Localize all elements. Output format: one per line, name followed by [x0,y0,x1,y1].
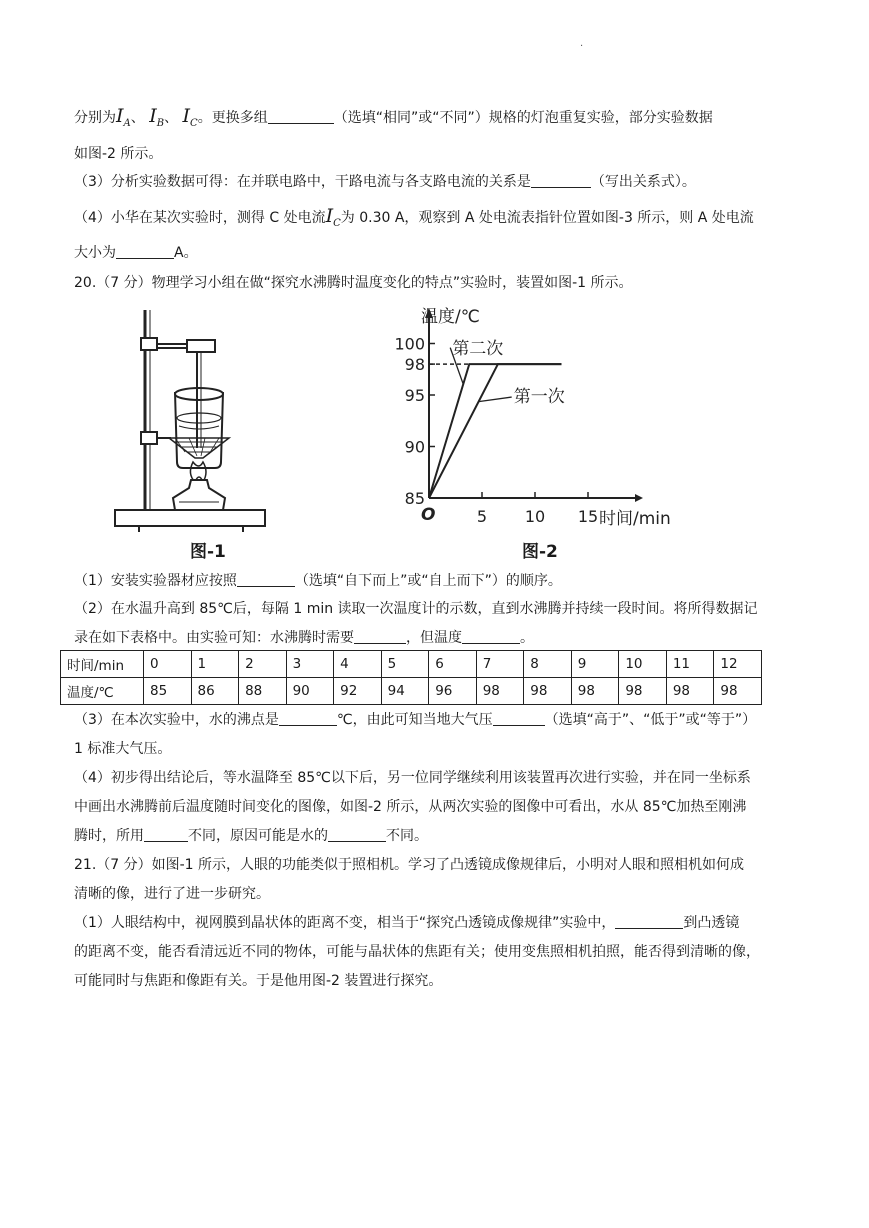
answer-blank[interactable] [354,629,406,644]
q20-item3-line2: 1 标准大气压。 [74,741,172,757]
q20-item4-line3: 腾时，所用 不同，原因可能是水的 不同。 [74,828,428,844]
q20-item4-line1: （4）初步得出结论后，等水温降至 85℃以下后，另一位同学继续利用该装置再次进行实验，并在同一坐标系 [74,770,751,786]
q19-item3: （3）分析实验数据可得：在并联电路中，干路电流与各支路电流的关系是 （写出关系式）。 [74,174,696,190]
current-ic: $I_C$ [325,205,341,229]
y-tick-label: 85 [404,489,425,508]
y-axis-label: 温度/℃ [421,307,480,327]
answer-blank[interactable] [268,109,334,124]
y-tick-label: 90 [404,437,425,457]
q21-item1-line1: （1）人眼结构中，视网膜到晶状体的距离不变，相当于“探究凸透镜成像规律”实验中， 到凸透镜 [74,915,740,931]
q20-item4-line2: 中画出水沸腾前后温度随时间变化的图像，如图-2 所示，从两次实验的图像中可看出，水从 85℃加热至刚沸 [74,799,747,815]
temperature-cell: 98 [476,678,524,705]
y-tick-label: 95 [404,386,425,405]
time-cell: 12 [714,651,762,678]
q20-item3: （3）在本次实验中，水的沸点是 ℃，由此可知当地大气压 （选填“高于”、“低于”或“等于”） [74,712,757,728]
x-axis-label: 时间/min [599,509,671,529]
time-cell: 1 [191,651,239,678]
temperature-cell: 90 [286,678,334,705]
q20-item2-line2: 录在如下表格中。由实验可知：水沸腾时需要 ，但温度 。 [74,630,534,646]
temperature-cell: 96 [429,678,477,705]
table-row [61,651,762,678]
data-table [60,650,762,705]
current-ia: $I_A$ [116,105,131,129]
q21-item1-line2: 的距离不变，能否看清远近不同的物体，可能与晶状体的焦距有关；使用变焦照相机拍照，能否得到清晰的像， [74,944,760,960]
q20-title: 20.（7 分）物理学习小组在做“探究水沸腾时温度变化的特点”实验时，装置如图-1 所示。 [74,275,633,291]
q19-line2: 如图-2 所示。 [74,146,163,162]
temperature-time-chart [385,302,705,534]
stand-base [115,510,265,526]
page-mark: . [580,38,584,49]
answer-blank[interactable] [328,827,386,842]
time-cell: 8 [524,651,572,678]
answer-blank[interactable] [531,173,591,188]
apparatus-figure [105,302,275,534]
origin-label: O [421,505,436,525]
answer-blank[interactable] [116,244,174,259]
time-cell: 5 [381,651,429,678]
time-cell: 10 [619,651,667,678]
temperature-cell: 85 [144,678,192,705]
q19-item4-line2: 大小为 A。 [74,245,198,261]
series-label: 第二次 [452,338,504,359]
figure2-label: 图-2 [522,542,558,562]
q21-title-line2: 清晰的像，进行了进一步研究。 [74,886,270,902]
x-tick-label: 5 [476,507,488,526]
time-cell: 0 [144,651,192,678]
q19-line1: 分别为$I_A$、 $I_B$、 $I_C$。更换多组 （选填“相同”或“不同”）规格的灯泡重复实验，部分实验数据 [74,105,713,129]
temperature-cell: 86 [191,678,239,705]
q20-item1: （1）安装实验器材应按照 （选填“自下而上”或“自上而下”）的顺序。 [74,573,562,589]
q21-title-line1: 21.（7 分）如图-1 所示，人眼的功能类似于照相机。学习了凸透镜成像规律后，小明对人眼和照相机如何成 [74,857,745,873]
figure1-label: 图-1 [190,542,226,562]
table-row [61,678,762,705]
series-label: 第一次 [513,387,565,408]
temperature-cell: 88 [239,678,287,705]
series-line-1 [429,364,562,498]
temperature-cell: 98 [524,678,572,705]
time-cell: 6 [429,651,477,678]
wire-gauze [169,438,229,458]
time-cell: 7 [476,651,524,678]
q19-item4: （4）小华在某次实验时，测得 C 处电流$I_C$为 0.30 A，观察到 A 处电流表指针位置如图-3 所示，则 A 处电流 [74,205,754,229]
x-axis-arrow [635,494,643,502]
y-tick-label: 100 [394,334,425,354]
table-header-cell: 温度/℃ [61,678,144,705]
current-ib: $I_B$ [149,105,165,129]
beaker [175,392,223,468]
series-label-leader [479,397,512,402]
temperature-cell: 92 [334,678,382,705]
q20-item2-line1: （2）在水温升高到 85℃后，每隔 1 min 读取一次温度计的示数，直到水沸腾并持续一段时间。将所得数据记 [74,601,758,617]
temperature-cell: 98 [714,678,762,705]
current-ic: $I_C$ [182,105,198,129]
alcohol-lamp [173,480,225,510]
q21-item1-line3: 可能同时与焦距和像距有关。于是他用图-2 装置进行探究。 [74,973,443,989]
answer-blank[interactable] [279,711,337,726]
answer-blank[interactable] [237,572,295,587]
answer-blank[interactable] [144,827,188,842]
table-header-cell: 时间/min [61,651,144,678]
x-tick-label: 15 [577,507,599,526]
answer-blank[interactable] [615,914,683,929]
time-cell: 2 [239,651,287,678]
temperature-cell: 98 [571,678,619,705]
time-cell: 4 [334,651,382,678]
time-cell: 11 [666,651,714,678]
answer-blank[interactable] [462,629,520,644]
time-cell: 9 [571,651,619,678]
x-tick-label: 10 [524,507,546,526]
time-cell: 3 [286,651,334,678]
y-tick-label: 98 [404,355,425,375]
temperature-cell: 98 [666,678,714,705]
temperature-cell: 98 [619,678,667,705]
temperature-cell: 94 [381,678,429,705]
answer-blank[interactable] [493,711,545,726]
